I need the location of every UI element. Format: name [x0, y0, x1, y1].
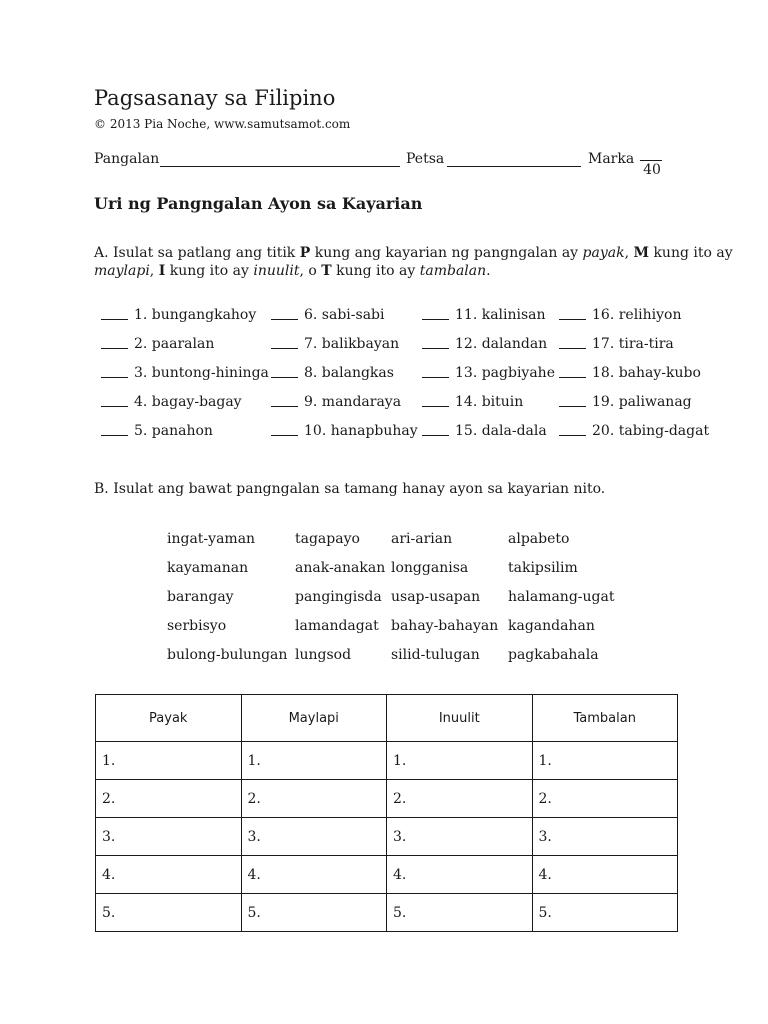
word-bank-item: pagkabahala — [508, 647, 599, 663]
answer-cell[interactable]: 2. — [96, 780, 242, 818]
name-field[interactable] — [160, 166, 400, 167]
table-row — [96, 780, 678, 818]
answer-cell[interactable]: 1. — [241, 742, 387, 780]
answer-table — [95, 694, 678, 932]
answer-blank — [271, 406, 298, 407]
word-bank-item: lamandagat — [295, 618, 379, 634]
answer-blank — [559, 319, 586, 320]
header-inuulit: Inuulit — [387, 695, 533, 742]
answer-blank — [101, 377, 128, 378]
word-bank-item: bulong-bulungan — [167, 647, 288, 663]
item-18[interactable]: 18. bahay-kubo — [559, 365, 701, 381]
answer-blank — [101, 435, 128, 436]
item-10[interactable]: 10. hanapbuhay — [271, 423, 418, 439]
word-bank-item: serbisyo — [167, 618, 227, 634]
item-19[interactable]: 19. paliwanag — [559, 394, 692, 410]
page-title: Pagsasanay sa Filipino — [94, 86, 336, 110]
table-row — [96, 818, 678, 856]
answer-cell[interactable]: 3. — [532, 818, 678, 856]
answer-blank — [101, 348, 128, 349]
answer-cell[interactable]: 3. — [387, 818, 533, 856]
answer-cell[interactable]: 1. — [387, 742, 533, 780]
score-label: Marka — [588, 151, 635, 167]
item-3[interactable]: 3. buntong-hininga — [101, 365, 269, 381]
answer-blank — [271, 319, 298, 320]
answer-blank — [422, 435, 449, 436]
word-bank-item: anak-anakan — [295, 560, 386, 576]
answer-cell[interactable]: 2. — [532, 780, 678, 818]
part-a-instruction: A. Isulat sa patlang ang titik P kung ang kayarian ng pangngalan ay payak, M kung ito ay maylapi, I kung ito ay inuulit, o T kung ito ay tambalan. — [94, 245, 733, 279]
word-bank-item: tagapayo — [295, 531, 360, 547]
item-4[interactable]: 4. bagay-bagay — [101, 394, 242, 410]
item-6[interactable]: 6. sabi-sabi — [271, 307, 384, 323]
date-label: Petsa — [406, 151, 445, 167]
header-maylapi: Maylapi — [241, 695, 387, 742]
word-bank-item: kagandahan — [508, 618, 595, 634]
answer-cell[interactable]: 5. — [532, 894, 678, 932]
date-field[interactable] — [447, 166, 581, 167]
word-bank-item: silid-tulugan — [391, 647, 480, 663]
header-tambalan: Tambalan — [532, 695, 678, 742]
item-8[interactable]: 8. balangkas — [271, 365, 394, 381]
answer-cell[interactable]: 4. — [241, 856, 387, 894]
answer-blank — [422, 319, 449, 320]
answer-cell[interactable]: 1. — [532, 742, 678, 780]
word-bank-item: halamang-ugat — [508, 589, 615, 605]
header-payak: Payak — [96, 695, 242, 742]
word-bank-item: longganisa — [391, 560, 469, 576]
word-bank-item: alpabeto — [508, 531, 570, 547]
answer-cell[interactable]: 4. — [532, 856, 678, 894]
answer-cell[interactable]: 2. — [387, 780, 533, 818]
answer-cell[interactable]: 5. — [96, 894, 242, 932]
answer-blank — [422, 348, 449, 349]
answer-blank — [271, 377, 298, 378]
item-5[interactable]: 5. panahon — [101, 423, 213, 439]
item-17[interactable]: 17. tira-tira — [559, 336, 674, 352]
word-bank-item: lungsod — [295, 647, 352, 663]
item-16[interactable]: 16. relihiyon — [559, 307, 682, 323]
item-14[interactable]: 14. bituin — [422, 394, 523, 410]
word-bank-item: usap-usapan — [391, 589, 481, 605]
answer-cell[interactable]: 5. — [387, 894, 533, 932]
answer-cell[interactable]: 2. — [241, 780, 387, 818]
answer-blank — [101, 319, 128, 320]
answer-blank — [271, 348, 298, 349]
answer-blank — [559, 377, 586, 378]
item-15[interactable]: 15. dala-dala — [422, 423, 547, 439]
score-total: 40 — [643, 162, 661, 178]
answer-blank — [559, 348, 586, 349]
item-12[interactable]: 12. dalandan — [422, 336, 547, 352]
copyright-notice: © 2013 Pia Noche, www.samutsamot.com — [94, 117, 351, 131]
item-9[interactable]: 9. mandaraya — [271, 394, 401, 410]
answer-blank — [101, 406, 128, 407]
answer-blank — [422, 377, 449, 378]
answer-blank — [422, 406, 449, 407]
item-1[interactable]: 1. bungangkahoy — [101, 307, 256, 323]
word-bank-item: barangay — [167, 589, 234, 605]
name-label: Pangalan — [94, 151, 160, 167]
answer-blank — [559, 435, 586, 436]
word-bank-item: takipsilim — [508, 560, 578, 576]
answer-cell[interactable]: 5. — [241, 894, 387, 932]
word-bank-item: bahay-bahayan — [391, 618, 499, 634]
word-bank-item: ari-arian — [391, 531, 453, 547]
table-row — [96, 742, 678, 780]
answer-cell[interactable]: 4. — [96, 856, 242, 894]
answer-cell[interactable]: 4. — [387, 856, 533, 894]
section-title: Uri ng Pangngalan Ayon sa Kayarian — [94, 194, 423, 213]
table-row — [96, 894, 678, 932]
item-2[interactable]: 2. paaralan — [101, 336, 214, 352]
answer-blank — [559, 406, 586, 407]
item-7[interactable]: 7. balikbayan — [271, 336, 399, 352]
answer-blank — [271, 435, 298, 436]
word-bank-item: pangingisda — [295, 589, 382, 605]
score-field[interactable] — [640, 160, 662, 161]
word-bank-item: kayamanan — [167, 560, 249, 576]
item-20[interactable]: 20. tabing-dagat — [559, 423, 709, 439]
word-bank-item: ingat-yaman — [167, 531, 256, 547]
item-11[interactable]: 11. kalinisan — [422, 307, 546, 323]
table-row — [96, 856, 678, 894]
answer-cell[interactable]: 3. — [96, 818, 242, 856]
answer-cell[interactable]: 1. — [96, 742, 242, 780]
item-13[interactable]: 13. pagbiyahe — [422, 365, 555, 381]
part-b-instruction: B. Isulat ang bawat pangngalan sa tamang hanay ayon sa kayarian nito. — [94, 481, 606, 497]
table-header-row — [96, 695, 678, 742]
answer-cell[interactable]: 3. — [241, 818, 387, 856]
